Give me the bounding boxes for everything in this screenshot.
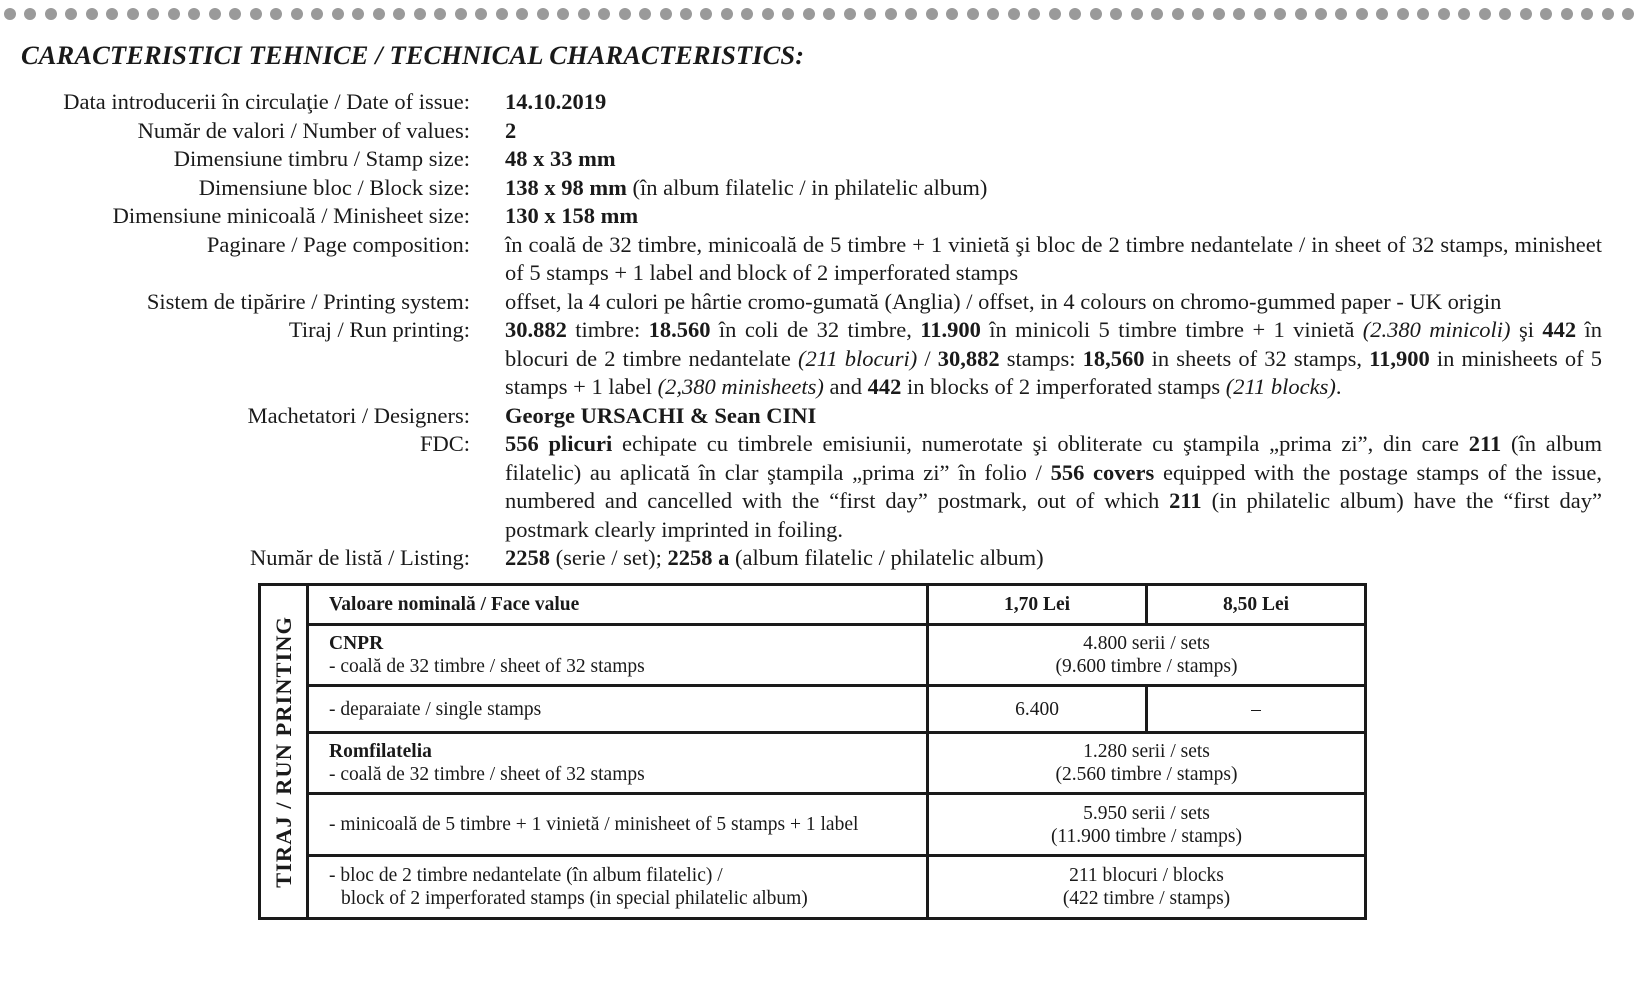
run-printing-table [258,583,1367,920]
run-part: stamps: [999,345,1083,371]
row-desc: - minicoală de 5 timbre + 1 vinietă / minisheet of 5 stamps + 1 label [329,814,859,836]
border-dot [393,8,405,20]
border-dot [987,8,999,20]
row-desc: - deparaiate / single stamps [329,698,542,720]
row-qty-line1: 1.280 serii / sets [1083,741,1210,763]
border-dot [741,8,753,20]
stamp-size: 48 x 33 mm [505,146,616,171]
spec-label: FDC: [419,431,470,456]
fdc-part: echipate cu timbrele emisiunii, numerotate şi obliterate cu ştampila „prima zi”, din care [612,431,1469,456]
border-dot [1581,8,1593,20]
border-dot [455,8,467,20]
listing-part: 2258 a [667,545,730,570]
listing-part: (serie / set); [550,545,668,570]
border-dot [1172,8,1184,20]
border-dot [496,8,508,20]
spec-row-page-composition [0,231,1610,288]
table-row [260,794,1366,855]
run-part: (211 blocks) [1225,374,1336,399]
border-dot [1151,8,1163,20]
row-desc-line1: - bloc de 2 timbre nedantelate (în album filatelic) / [329,864,723,886]
fdc-part: 556 plicuri [505,431,613,456]
row-quantity [928,855,1366,918]
border-dot [1315,8,1327,20]
spec-label: Machetatori / Designers: [247,402,470,428]
run-part: / [917,345,938,371]
border-dot [1438,8,1450,20]
spec-label: Sistem de tipărire / Printing system: [146,288,470,314]
border-dot [332,8,344,20]
run-part: (2.380 minicoli) [1362,317,1511,342]
run-printing-text [505,316,1610,402]
listing-text [505,544,1610,573]
dotted-border [0,8,1639,24]
row-desc: - coală de 32 timbre / sheet of 32 stamps [329,655,645,677]
border-dot [1233,8,1245,20]
border-dot [1397,8,1409,20]
border-dot [967,8,979,20]
spec-value [505,117,1610,146]
spec-value [505,202,1610,231]
printing-system: offset, la 4 culori pe hârtie cromo-gumată (Anglia) / offset, in 4 colours on chromo-gummed paper - UK origin [505,288,1502,314]
minisheet-size: 130 x 158 mm [505,203,639,228]
border-dot [537,8,549,20]
border-dot [311,8,323,20]
run-part: 18.560 [648,317,711,342]
row-description [308,855,928,918]
row-qty-line1: 5.950 serii / sets [1083,802,1210,824]
spec-value [505,88,1610,117]
border-dot [1376,8,1388,20]
run-part: 18,560 [1082,345,1145,371]
run-part: 30.882 [505,317,567,342]
spec-row-printing-system [0,288,1610,317]
border-dot [1356,8,1368,20]
border-dot [1028,8,1040,20]
border-dot [639,8,651,20]
border-dot [250,8,262,20]
border-dot [1295,8,1307,20]
border-dot [619,8,631,20]
border-dot [1540,8,1552,20]
run-part: 30,882 [937,345,1000,371]
table-row [260,624,1366,685]
table-row [260,855,1366,918]
border-dot [1274,8,1286,20]
border-dot [1335,8,1347,20]
spec-label: Număr de valori / Number of values: [137,117,470,143]
border-dot [1069,8,1081,20]
fdc-part: 211 [1468,431,1502,456]
border-dot [1417,8,1429,20]
border-dot [1561,8,1573,20]
row-quantity [928,733,1366,794]
border-dot [680,8,692,20]
specs-list [0,88,1610,573]
row-description [308,733,928,794]
header-face-value: Valoare nominală / Face value [308,585,928,625]
border-dot [844,8,856,20]
run-part: în coli de 32 timbre, [710,317,921,342]
spec-value [505,402,1610,431]
number-of-values: 2 [505,117,517,143]
run-part: 11,900 [1369,345,1430,371]
fdc-part: 556 covers [1050,459,1155,485]
spec-row-listing [0,544,1610,573]
table-row [260,686,1366,733]
spec-value [505,145,1610,174]
row-desc: - coală de 32 timbre / sheet of 32 stamps [329,764,645,786]
border-dot [229,8,241,20]
spec-row-minisheet-size [0,202,1610,231]
border-dot [373,8,385,20]
border-dot [557,8,569,20]
border-dot [270,8,282,20]
row-description [308,794,928,855]
border-dot [864,8,876,20]
run-part: in blocks of 2 imperforated stamps [901,374,1226,399]
border-dot [1479,8,1491,20]
border-dot [414,8,426,20]
border-dot [147,8,159,20]
row-qty-line2: (11.900 timbre / stamps) [1050,825,1242,847]
border-dot [24,8,36,20]
block-size-note: (în album filatelic / in philatelic album) [626,174,988,200]
fdc-text [505,430,1610,544]
border-dot [1458,8,1470,20]
border-dot [1008,8,1020,20]
spec-row-designers [0,402,1610,431]
run-part: timbre: [566,317,649,342]
spec-label: Paginare / Page composition: [206,231,470,257]
side-label-cell [260,585,308,919]
row-qty-line2: (2.560 timbre / stamps) [1055,764,1238,786]
border-dot [721,8,733,20]
run-part: and [823,374,868,399]
spec-label: Tiraj / Run printing: [288,317,470,342]
border-dot [1192,8,1204,20]
border-dot [578,8,590,20]
spec-row-block-size [0,174,1610,203]
border-dot [782,8,794,20]
row-group: CNPR [329,632,384,654]
border-dot [352,8,364,20]
row-group: Romfilatelia [329,741,432,763]
border-dot [926,8,938,20]
row-value-1: 6.400 [928,686,1147,733]
block-size: 138 x 98 mm [505,174,627,200]
run-part: (211 blocuri) [798,345,918,371]
spec-value [505,174,1610,203]
border-dot [434,8,446,20]
border-dot [803,8,815,20]
border-dot [1499,8,1511,20]
border-dot [188,8,200,20]
spec-label: Dimensiune timbru / Stamp size: [173,146,470,171]
row-value-2: – [1147,686,1366,733]
border-dot [1520,8,1532,20]
row-qty-line2: (422 timbre / stamps) [1062,887,1231,909]
fdc-part: 211 [1169,488,1202,513]
border-dot [905,8,917,20]
run-part: în blocuri de 2 timbre nedantelate [505,317,1602,371]
border-dot [1131,8,1143,20]
fdc-part: equipped with the postage stamps of the issue, numbered and cancelled with the “first day” postmark, out of which [505,459,1603,513]
page-title: CARACTERISTICI TEHNICE / TECHNICAL CHARACTERISTICS: [21,40,805,70]
row-description [308,686,928,733]
border-dot [127,8,139,20]
header-value-1: 1,70 Lei [928,585,1147,625]
run-part: 11.900 [920,317,981,342]
border-dot [660,8,672,20]
border-dot [598,8,610,20]
border-dot [700,8,712,20]
run-part: (2,380 minisheets) [657,374,824,399]
date-of-issue: 14.10.2019 [505,89,607,114]
table-row [260,733,1366,794]
border-dot [1090,8,1102,20]
border-dot [762,8,774,20]
spec-row-fdc [0,430,1610,544]
spec-row-values [0,117,1610,146]
row-qty-line2: (9.600 timbre / stamps) [1055,655,1238,677]
border-dot [823,8,835,20]
border-dot [4,8,16,20]
row-quantity [928,794,1366,855]
spec-row-stamp-size [0,145,1610,174]
fdc-part: (in philatelic album) have the “first day” postmark clearly imprinted in foiling. [505,488,1602,542]
border-dot [516,8,528,20]
fdc-part: (în album filatelic) au aplicată în clar ştampila „prima zi” în folio / [505,431,1603,485]
row-description [308,624,928,685]
border-dot [45,8,57,20]
border-dot [1213,8,1225,20]
border-dot [946,8,958,20]
side-label: TIRAJ / RUN PRINTING [271,615,296,888]
run-part: în minicoli 5 timbre timbre + 1 vinietă [980,317,1363,342]
border-dot [1110,8,1122,20]
border-dot [1622,8,1634,20]
table-header-row [260,585,1366,625]
listing-part: (album filatelic / philatelic album) [729,545,1044,570]
border-dot [168,8,180,20]
page-composition: în coală de 32 timbre, minicoală de 5 timbre + 1 vinietă şi bloc de 2 timbre nedantelate / in sheet of 32 stamps, minisheet of 5 stamps + 1 label and block of 2 imperforated stamps [505,231,1602,285]
listing-part: 2258 [505,545,550,570]
border-dot [209,8,221,20]
border-dot [106,8,118,20]
border-dot [475,8,487,20]
row-quantity [928,624,1366,685]
border-dot [86,8,98,20]
row-qty-line1: 211 blocuri / blocks [1069,864,1224,886]
run-part: 442 [1542,317,1577,342]
row-desc-line2: block of 2 imperforated stamps (in special philatelic album) [341,887,808,909]
designers: George URSACHI & Sean CINI [505,402,817,428]
run-part: in sheets of 32 stamps, [1144,345,1370,371]
run-part: şi [1510,317,1543,342]
spec-row-run-printing [0,316,1610,402]
row-qty-line1: 4.800 serii / sets [1083,632,1210,654]
header-value-2: 8,50 Lei [1147,585,1366,625]
border-dot [1602,8,1614,20]
run-part: in minisheets of 5 stamps + 1 label [505,345,1603,399]
run-part: 442 [867,374,902,399]
border-dot [1254,8,1266,20]
border-dot [885,8,897,20]
border-dot [1049,8,1061,20]
run-part: . [1335,374,1342,399]
border-dot [65,8,77,20]
spec-label: Dimensiune bloc / Block size: [198,174,470,200]
border-dot [291,8,303,20]
spec-label: Număr de listă / Listing: [250,545,470,570]
spec-label: Dimensiune minicoală / Minisheet size: [112,203,470,228]
spec-label: Data introducerii în circulaţie / Date of issue: [63,89,470,114]
spec-row-date [0,88,1610,117]
